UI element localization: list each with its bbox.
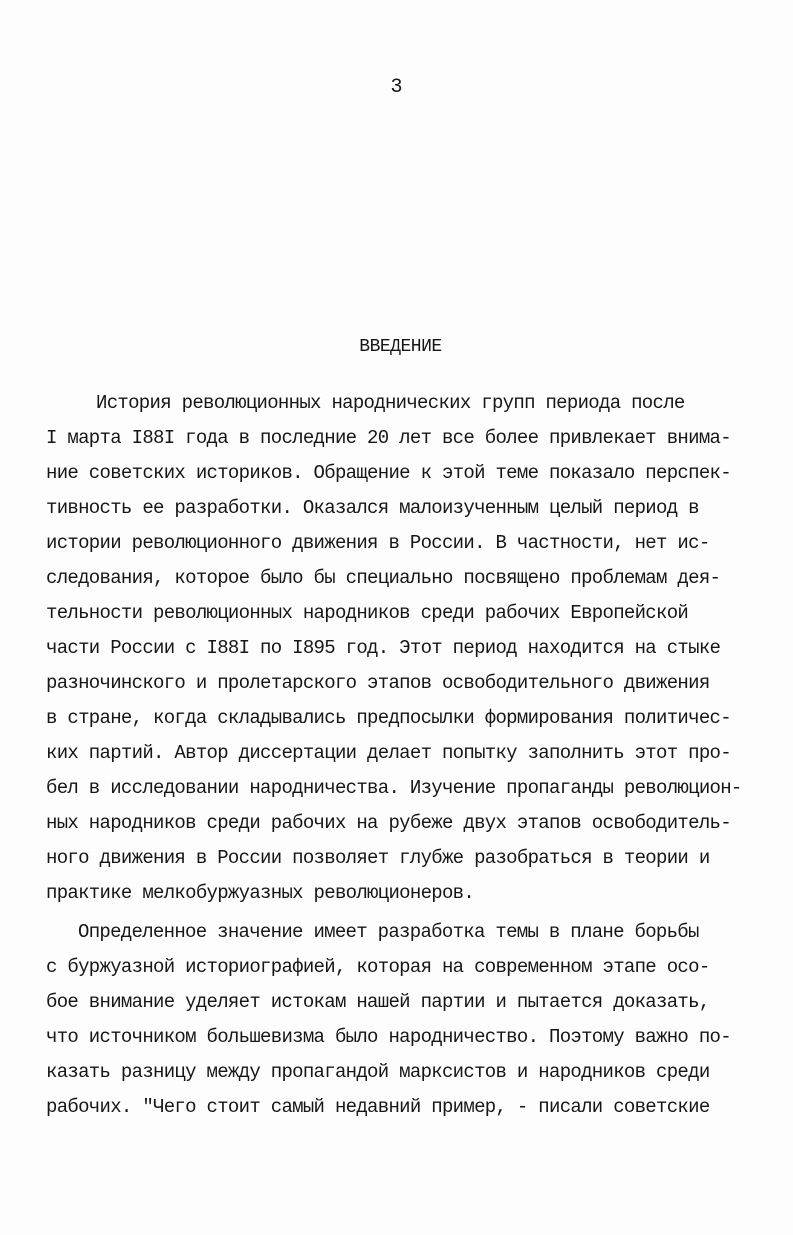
- text-line: истории революционного движения в России. В частности, нет ис-: [46, 532, 710, 554]
- text-line: бое внимание уделяет истокам нашей партии и пытается доказать,: [46, 991, 710, 1013]
- text-line: тельности революционных народников среди рабочих Европейской: [46, 602, 689, 624]
- text-line: ние советских историков. Обращение к этой теме показало перспек-: [46, 462, 731, 484]
- page-number: 3: [390, 76, 403, 99]
- text-line: бел в исследовании народничества. Изучение пропаганды революцион-: [46, 777, 742, 799]
- section-heading: [0, 336, 793, 358]
- text-line: казать разницу между пропагандой марксистов и народников среди: [46, 1061, 710, 1083]
- text-line: История революционных народнических групп периода после: [96, 392, 685, 414]
- text-line: ких партий. Автор диссертации делает попытку заполнить этот про-: [46, 742, 731, 764]
- text-line: в стране, когда складывались предпосылки формирования политичес-: [46, 707, 731, 729]
- text-line: следования, которое было бы специально посвящено проблемам дея-: [46, 567, 721, 589]
- text-line: Определенное значение имеет разработка темы в плане борьбы: [78, 921, 699, 943]
- text-line: что источником большевизма было народничество. Поэтому важно по-: [46, 1026, 731, 1048]
- text-line: разночинского и пролетарского этапов освободительного движения: [46, 672, 710, 694]
- text-line: части России с I88I по I895 год. Этот период находится на стыке: [46, 637, 721, 659]
- text-line: ного движения в России позволяет глубже разобраться в теории и: [46, 847, 710, 869]
- text-line: рабочих. "Чего стоит самый недавний пример, - писали советские: [46, 1096, 710, 1118]
- text-line: ных народников среди рабочих на рубеже двух этапов освободитель-: [46, 812, 731, 834]
- section-heading-text: ВВЕДЕНИЕ: [359, 337, 442, 357]
- text-line: тивность ее разработки. Оказался малоизученным целый период в: [46, 497, 699, 519]
- text-line: с буржуазной историографией, которая на современном этапе осо-: [46, 956, 710, 978]
- text-line: I марта I88I года в последние 20 лет все более привлекает внима-: [46, 427, 731, 449]
- text-line: практике мелкобуржуазных революционеров.: [46, 882, 475, 904]
